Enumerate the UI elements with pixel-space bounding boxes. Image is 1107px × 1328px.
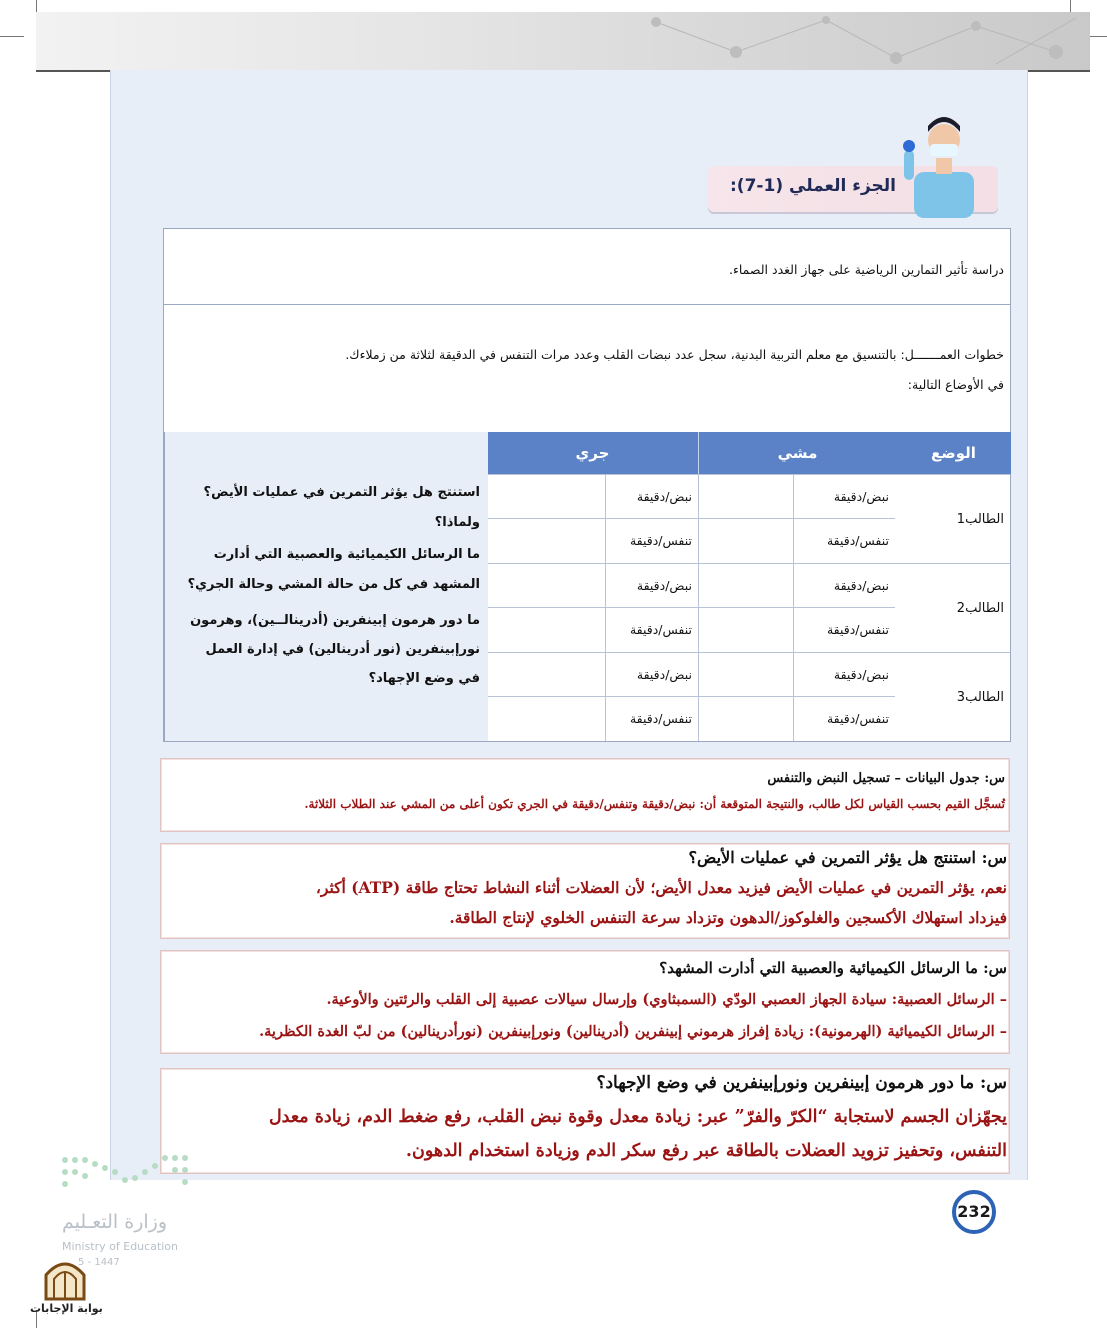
question-line: في وضع الإجهاد؟ bbox=[368, 671, 480, 686]
section-title: الجزء العملي (1-7): bbox=[729, 176, 896, 196]
steps-text-continued: في الأوضاع التالية: bbox=[907, 377, 1004, 392]
question-line: ولماذا؟ bbox=[434, 515, 480, 530]
value-cell[interactable] bbox=[698, 474, 793, 518]
question-line: ما دور هرمون إبينفرين (أدرينالــين)، وهرمون bbox=[190, 613, 480, 628]
answer-text: تُسجَّل القيم بحسب القياس لكل طالب، والنتيجة المتوقعة أن: نبض/دقيقة وتنفس/دقيقة في الجري تكون أعلى من المشي عند الطلاب الثلاثة. bbox=[304, 797, 1005, 811]
activity-table bbox=[163, 228, 1011, 742]
value-cell[interactable] bbox=[487, 563, 605, 607]
answer-question: س: ما الرسائل الكيميائية والعصبية التي أدارت المشهد؟ bbox=[659, 959, 1007, 977]
answer-box-table bbox=[160, 758, 1010, 832]
pulse-label: نبض/دقيقة bbox=[793, 652, 895, 696]
question-line: نورإبينفرين (نور أدرينالين) في إدارة العمل bbox=[205, 642, 480, 657]
pulse-label: نبض/دقيقة bbox=[605, 474, 698, 518]
ministry-name-english: Ministry of Education bbox=[62, 1240, 179, 1253]
pulse-label: نبض/دقيقة bbox=[793, 563, 895, 607]
steps-text: خطوات العمـــــــل: بالتنسيق مع معلم التربية البدنية، سجل عدد نبضات القلب وعدد مرات التنفس في الدقيقة لثلاثة من زملاءك. bbox=[345, 347, 1004, 362]
header-running: جري bbox=[487, 432, 698, 474]
pulse-label: نبض/دقيقة bbox=[605, 652, 698, 696]
answer-text: فيزداد استهلاك الأكسجين والغلوكوز/الدهون وتزداد سرعة التنفس الخلوي لإنتاج الطاقة. bbox=[449, 908, 1007, 927]
ministry-name-arabic: وزارة التعـليم bbox=[62, 1211, 168, 1233]
breath-label: تنفس/دقيقة bbox=[793, 696, 895, 741]
crop-mark bbox=[0, 36, 24, 37]
page-number-badge bbox=[946, 1186, 1008, 1238]
answer-box-messages bbox=[160, 950, 1010, 1054]
pulse-label: نبض/دقيقة bbox=[605, 563, 698, 607]
value-cell[interactable] bbox=[698, 563, 793, 607]
molecule-pattern-icon bbox=[36, 12, 1090, 70]
header-position: الوضع bbox=[895, 432, 1011, 474]
value-cell[interactable] bbox=[487, 696, 605, 741]
questions-column bbox=[164, 432, 488, 741]
breath-label: تنفس/دقيقة bbox=[605, 607, 698, 652]
pulse-label: نبض/دقيقة bbox=[793, 474, 895, 518]
answer-text: – الرسائل العصبية: سيادة الجهاز العصبي الودّي (السمبثاوي) وإرسال سيالات عصبية إلى القلب والرئتين والأوعية. bbox=[326, 991, 1007, 1008]
value-cell[interactable] bbox=[487, 652, 605, 696]
crop-mark bbox=[1070, 0, 1071, 12]
doctor-illustration-icon bbox=[900, 110, 980, 218]
question-line: استنتج هل يؤثر التمرين في عمليات الأيض؟ bbox=[203, 485, 480, 500]
steps-row bbox=[164, 304, 1010, 433]
value-cell[interactable] bbox=[698, 518, 793, 563]
topic-row bbox=[164, 229, 1010, 305]
answer-text: التنفس، وتحفيز تزويد العضلات بالطاقة عبر رفع سكر الدم وزيادة استخدام الدهون. bbox=[405, 1141, 1007, 1161]
question-line: المشهد في كل من حالة المشي وحالة الجري؟ bbox=[187, 577, 480, 592]
header-banner bbox=[36, 12, 1090, 72]
portal-name: بوابة الإجابات bbox=[30, 1302, 103, 1315]
answer-text: – الرسائل الكيميائية (الهرمونية): زيادة إفراز هرموني إبينفرين (أدرينالين) ونورإبينفرين (نورأدرينالين) من لبّ الغدة الكظرية. bbox=[259, 1023, 1007, 1040]
crop-mark bbox=[36, 0, 37, 12]
question-line: ما الرسائل الكيميائية والعصبية التي أدارت bbox=[213, 547, 480, 562]
answer-question: س: استنتج هل يؤثر التمرين في عمليات الأيض؟ bbox=[688, 848, 1007, 867]
value-cell[interactable] bbox=[698, 607, 793, 652]
value-cell[interactable] bbox=[487, 474, 605, 518]
header-walking: مشي bbox=[698, 432, 896, 474]
value-cell[interactable] bbox=[487, 607, 605, 652]
ministry-year: 5 - 1447 bbox=[78, 1257, 120, 1268]
breath-label: تنفس/دقيقة bbox=[793, 518, 895, 563]
topic-text: دراسة تأثير التمارين الرياضية على جهاز الغدد الصماء. bbox=[729, 262, 1004, 277]
breath-label: تنفس/دقيقة bbox=[605, 518, 698, 563]
page-number: 232 bbox=[952, 1190, 996, 1234]
value-cell[interactable] bbox=[698, 696, 793, 741]
value-cell[interactable] bbox=[698, 652, 793, 696]
answer-question: س: ما دور هرمون إبينفرين ونورإبينفرين في وضع الإجهاد؟ bbox=[596, 1073, 1007, 1093]
answer-text: يجهّزان الجسم لاستجابة “الكرّ والفرّ” عبر: زيادة معدل وقوة نبض القلب، رفع ضغط الدم، زيادة معدل bbox=[268, 1107, 1007, 1127]
breath-label: تنفس/دقيقة bbox=[605, 696, 698, 741]
answer-box-metabolism bbox=[160, 843, 1010, 939]
answer-text: نعم، يؤثر التمرين في عمليات الأيض فيزيد معدل الأيض؛ لأن العضلات أثناء النشاط تحتاج طاقة (ATP) أكثر، bbox=[315, 878, 1007, 897]
student-label: الطالب2 bbox=[895, 563, 1010, 652]
measurement-grid bbox=[487, 432, 1010, 741]
breath-label: تنفس/دقيقة bbox=[793, 607, 895, 652]
student-label: الطالب3 bbox=[895, 652, 1010, 741]
student-label: الطالب1 bbox=[895, 474, 1010, 563]
value-cell[interactable] bbox=[487, 518, 605, 563]
answer-question: س: جدول البيانات – تسجيل النبض والتنفس bbox=[767, 771, 1005, 786]
answer-box-hormones bbox=[160, 1068, 1010, 1174]
